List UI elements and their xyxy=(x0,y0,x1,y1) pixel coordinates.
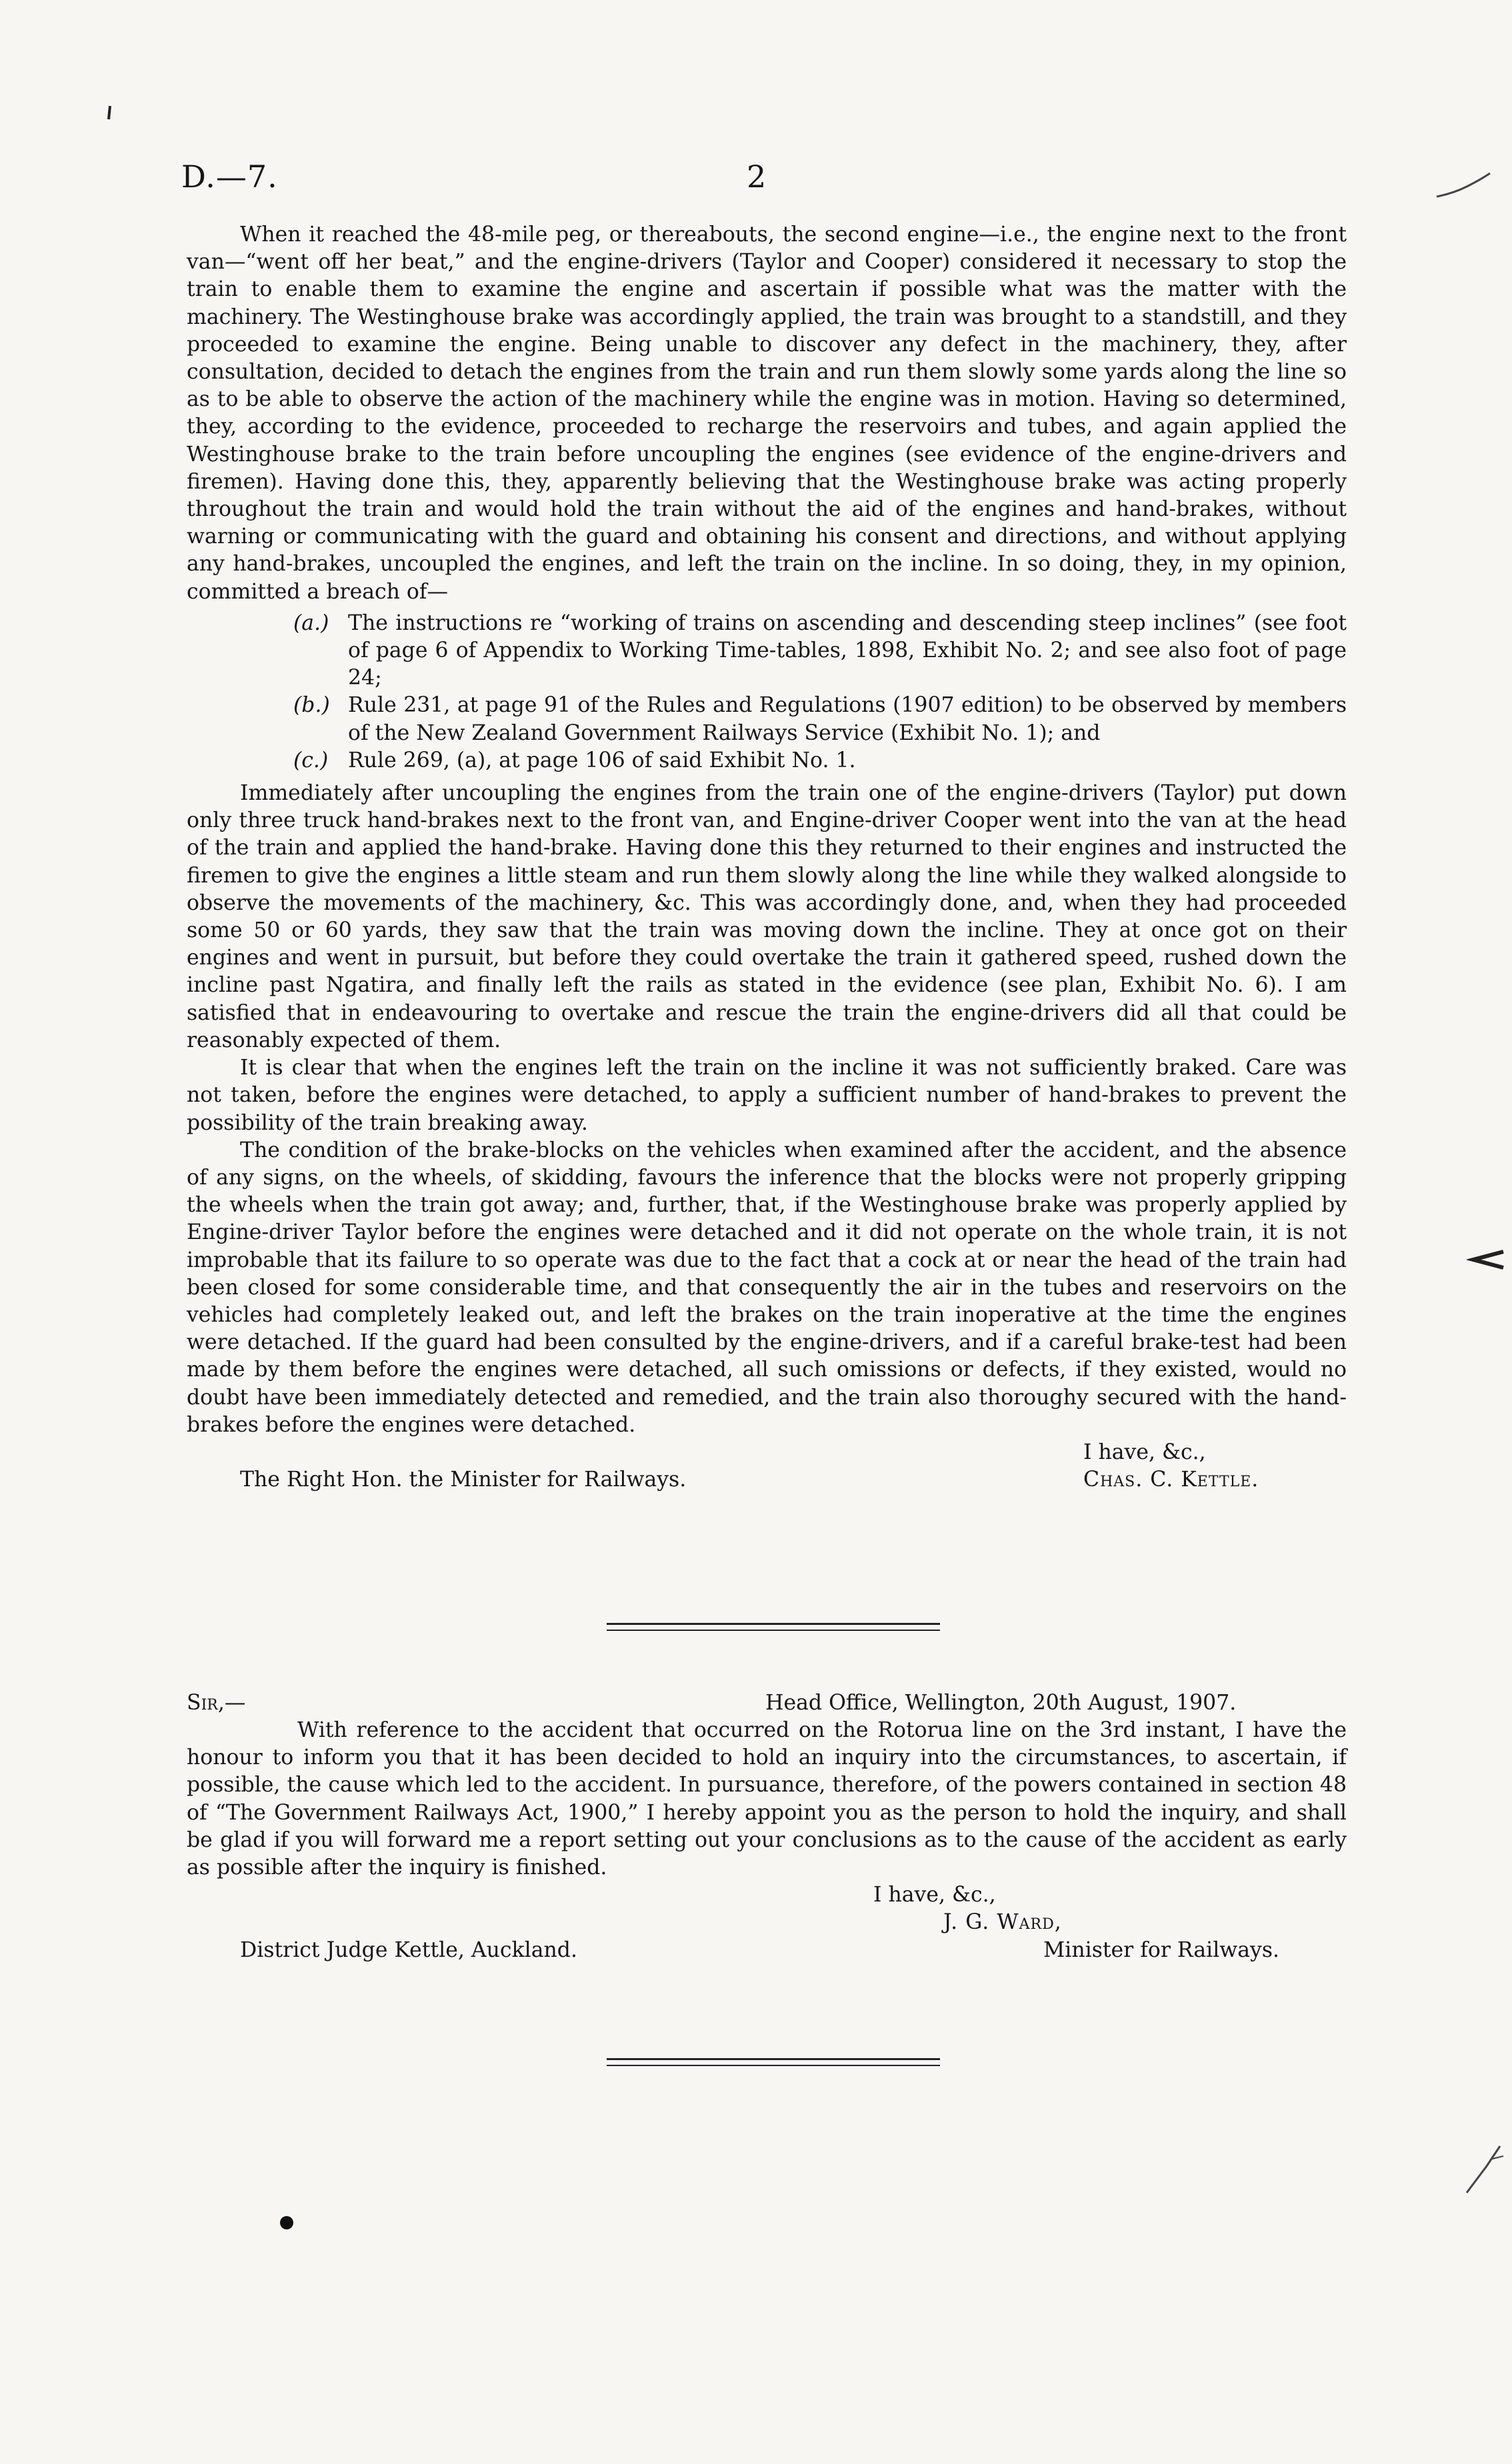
letter-body: With reference to the accident that occurred on the Rotorua line on the 3rd instant, I have the honour to inform you that it has been decided to hold an inquiry into the circumstances, to ascertain, if possible, the cause which led to the accident. In pursuance, therefore, of the powers contained in section 48 of “The Government Railways Act, 1900,” I hereby appoint you as the person to hold the inquiry, and shall be glad if you will forward me a report setting out your conclusions as to the cause of the accident as early as possible after the inquiry is finished. xyxy=(187,1718,1347,1880)
letter-signer: J. G. Ward, xyxy=(943,1910,1062,1935)
report-closing: I have, &c., xyxy=(1083,1440,1206,1464)
report-paragraph-2: Immediately after uncoupling the engines from the train one of the engine-drivers (Taylor) put down only three truck hand-brakes next to the front van, and Engine-driver Cooper went into the van at the head of the train and applied the hand-brake. Having done this they returned to their engines and instructed the firemen to give the engines a little steam and run them slowly along the line while they walked alongside to observe the movements of the machinery, &c. This was accordingly done, and, when they had proceeded some 50 or 60 yards, they saw that the train was moving down the incline. They at once got on their engines and went in pursuit, but before they could overtake the train it gathered speed, rushed down the incline past Ngatira, and finally left the rails as stated in the evidence (see plan, Exhibit No. 6). I am satisfied that in endeavouring to overtake and rescue the train the engine-drivers did all that could be reasonably expected of them. xyxy=(187,781,1347,1052)
section-divider-top xyxy=(607,1623,940,1625)
breach-item-label: (c.) xyxy=(293,748,329,772)
report-paragraph-3: It is clear that when the engines left the train on the incline it was not sufficiently braked. Care was not taken, before the engines were detached, to apply a sufficient number of hand-brakes to prevent the possibility of the train breaking away. xyxy=(187,1056,1347,1135)
breach-item-b xyxy=(293,692,1347,746)
margin-arrow-icon xyxy=(1467,1246,1507,1273)
margin-scribble-icon xyxy=(1433,167,1493,207)
letter-closing: I have, &c., xyxy=(873,1883,996,1907)
breach-item-text: Rule 231, at page 91 of the Rules and Regulations (1907 edition) to be observed by members of the New Zealand Government Railways Service (Exhibit No. 1); and xyxy=(348,693,1347,745)
page-speck-icon xyxy=(103,103,117,123)
letter-signer-title: Minister for Railways. xyxy=(1043,1937,1280,1962)
margin-tick-icon xyxy=(1460,2139,1507,2199)
page-number: 2 xyxy=(747,159,767,195)
report-paragraph-4: The condition of the brake-blocks on the vehicles when examined after the accident, and the absence of any signs, on the wheels, of skidding, favours the inference that the blocks were not properly gripping the wheels when the train got away; and, further, that, if the Westinghouse brake was properly applied by Engine-driver Taylor before the engines were detached and it did not operate on the whole train, it is not improbable that its failure to so operate was due to the fact that a cock at or near the head of the train had been closed for some considerable time, and that consequently the air in the tubes and reservoirs on the vehicles had completely leaked out, and left the brakes on the train inoperative at the time the engines were detached. If the guard had been consulted by the engine-drivers, and if a careful brake-test had been made by them before the engines were detached, all such omissions or defects, if they existed, would no doubt have been immediately detected and remedied, and the train also thoroughy secured with the hand-brakes before the engines were detached. xyxy=(187,1138,1347,1437)
breach-item-text: Rule 269, (a), at page 106 of said Exhibit No. 1. xyxy=(348,748,856,772)
report-paragraph-1: When it reached the 48-mile peg, or thereabouts, the second engine—i.e., the engine next to the front van—“went off her beat,” and the engine-drivers (Taylor and Cooper) considered it necessary to stop the train to enable them to examine the engine and ascertain if possible what was the matter with the machinery. The Westinghouse brake was accordingly applied, the train was brought to a standstill, and they proceeded to examine the engine. Being unable to discover any defect in the machinery, they, after consultation, decided to detach the engines from the train and run them slowly some yards along the line so as to be able to observe the action of the machinery while the engine was in motion. Having so determined, they, according to the evidence, proceeded to recharge the reservoirs and tubes, and again applied the Westinghouse brake to the train before uncoupling the engines (see evidence of the engine-drivers and firemen). Having done this, they, apparently believing that the Westinghouse brake was acting properly throughout the train and would hold the train without the aid of the engines and hand-brakes, without warning or communicating with the guard and obtaining his consent and directions, and without applying any hand-brakes, uncoupled the engines, and left the train on the incline. In so doing, they, in my opinion, committed a breach of— xyxy=(187,223,1347,604)
letter-salutation: Sir,— xyxy=(187,1691,246,1715)
letter-addressee: District Judge Kettle, Auckland. xyxy=(240,1937,577,1962)
report-signature-row xyxy=(187,1466,1347,1494)
section-divider-top-inner xyxy=(607,1630,940,1631)
breach-item-label: (b.) xyxy=(293,693,330,718)
breach-item-a xyxy=(293,610,1347,692)
document-reference: D.—7. xyxy=(181,159,278,195)
section-divider-bottom xyxy=(607,2058,940,2060)
appointment-letter xyxy=(187,1690,1347,1964)
report-addressee: The Right Hon. the Minister for Railways. xyxy=(240,1467,687,1492)
letter-header-row xyxy=(187,1690,1347,1717)
letter-footer-row xyxy=(187,1937,1347,1964)
breach-list xyxy=(187,610,1347,774)
report-body xyxy=(187,221,1347,1494)
breach-item-text: The instructions re “working of trains on ascending and descending steep inclines” (see foot of page 6 of Appendix to Working Time-tables, 1898, Exhibit No. 2; and see also foot of page 24; xyxy=(348,611,1347,690)
page-dot-icon xyxy=(277,2213,297,2233)
breach-item-label: (a.) xyxy=(293,611,329,635)
letter-dateline: Head Office, Wellington, 20th August, 1907. xyxy=(765,1691,1237,1715)
report-signature: Chas. C. Kettle. xyxy=(1083,1467,1259,1492)
breach-item-c xyxy=(293,747,1347,774)
report-closing-row xyxy=(187,1439,1347,1466)
section-divider-bottom-inner xyxy=(607,2065,940,2066)
